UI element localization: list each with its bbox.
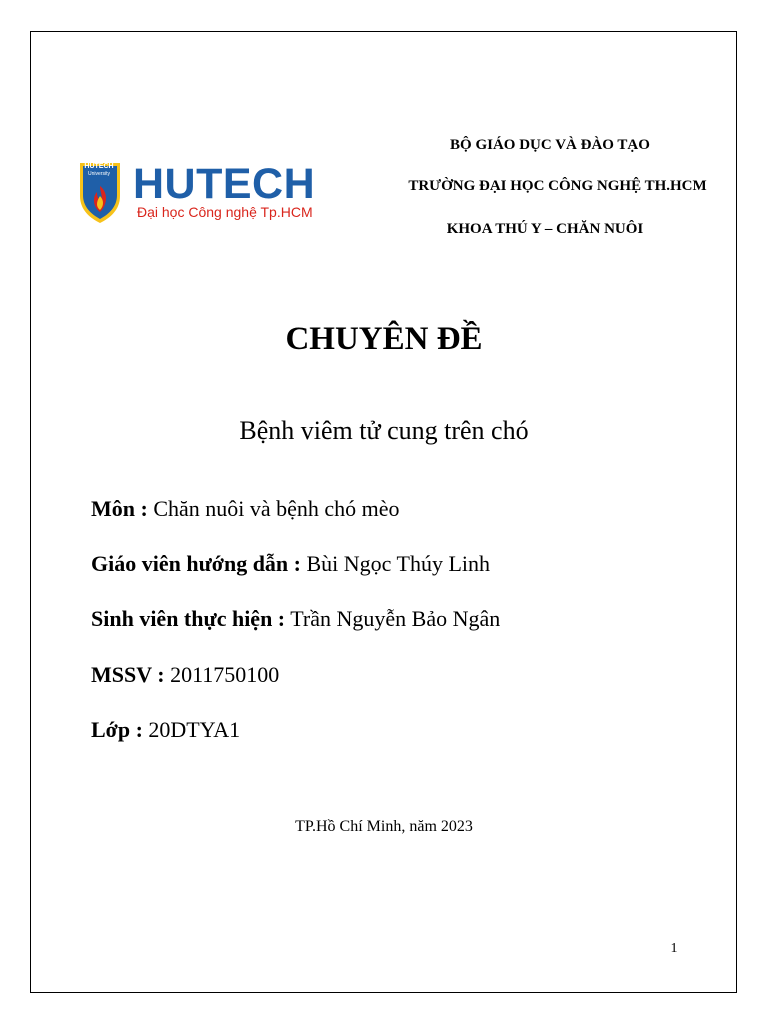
info-value: 20DTYA1 <box>148 717 241 742</box>
document-subtitle: Bệnh viêm tử cung trên chó <box>239 416 529 445</box>
info-label: Giáo viên hướng dẫn : <box>91 551 301 576</box>
info-value: Bùi Ngọc Thúy Linh <box>306 551 491 576</box>
faculty-heading: KHOA THÚ Y – CHĂN NUÔI <box>446 221 644 237</box>
hutech-logo <box>78 160 323 226</box>
info-label: MSSV : <box>91 662 165 687</box>
info-row-supervisor <box>91 549 490 579</box>
info-row-class <box>91 715 240 745</box>
university-heading: TRƯỜNG ĐẠI HỌC CÔNG NGHỆ TH.HCM <box>408 178 707 194</box>
info-label: Sinh viên thực hiện : <box>91 606 286 631</box>
info-label: Môn : <box>91 496 148 521</box>
ministry-heading: BỘ GIÁO DỤC VÀ ĐÀO TẠO <box>450 137 650 153</box>
info-row-subject <box>91 494 400 524</box>
page-number: 1 <box>670 941 678 956</box>
info-value: 2011750100 <box>170 662 280 687</box>
document-title: CHUYÊN ĐỀ <box>285 321 483 357</box>
info-row-student <box>91 604 500 634</box>
info-value: Chăn nuôi và bệnh chó mèo <box>153 496 400 521</box>
logo-wordmark: HUTECH <box>133 160 316 208</box>
place-and-year: TP.Hồ Chí Minh, năm 2023 <box>295 818 473 835</box>
shield-subtitle: University <box>88 171 110 177</box>
logo-tagline: Đại học Công nghệ Tp.HCM <box>137 204 313 220</box>
shield-title: HUTECH <box>84 163 114 170</box>
info-value: Trần Nguyễn Bảo Ngân <box>290 606 501 631</box>
info-row-student-id <box>91 660 279 690</box>
info-label: Lớp : <box>91 717 143 742</box>
